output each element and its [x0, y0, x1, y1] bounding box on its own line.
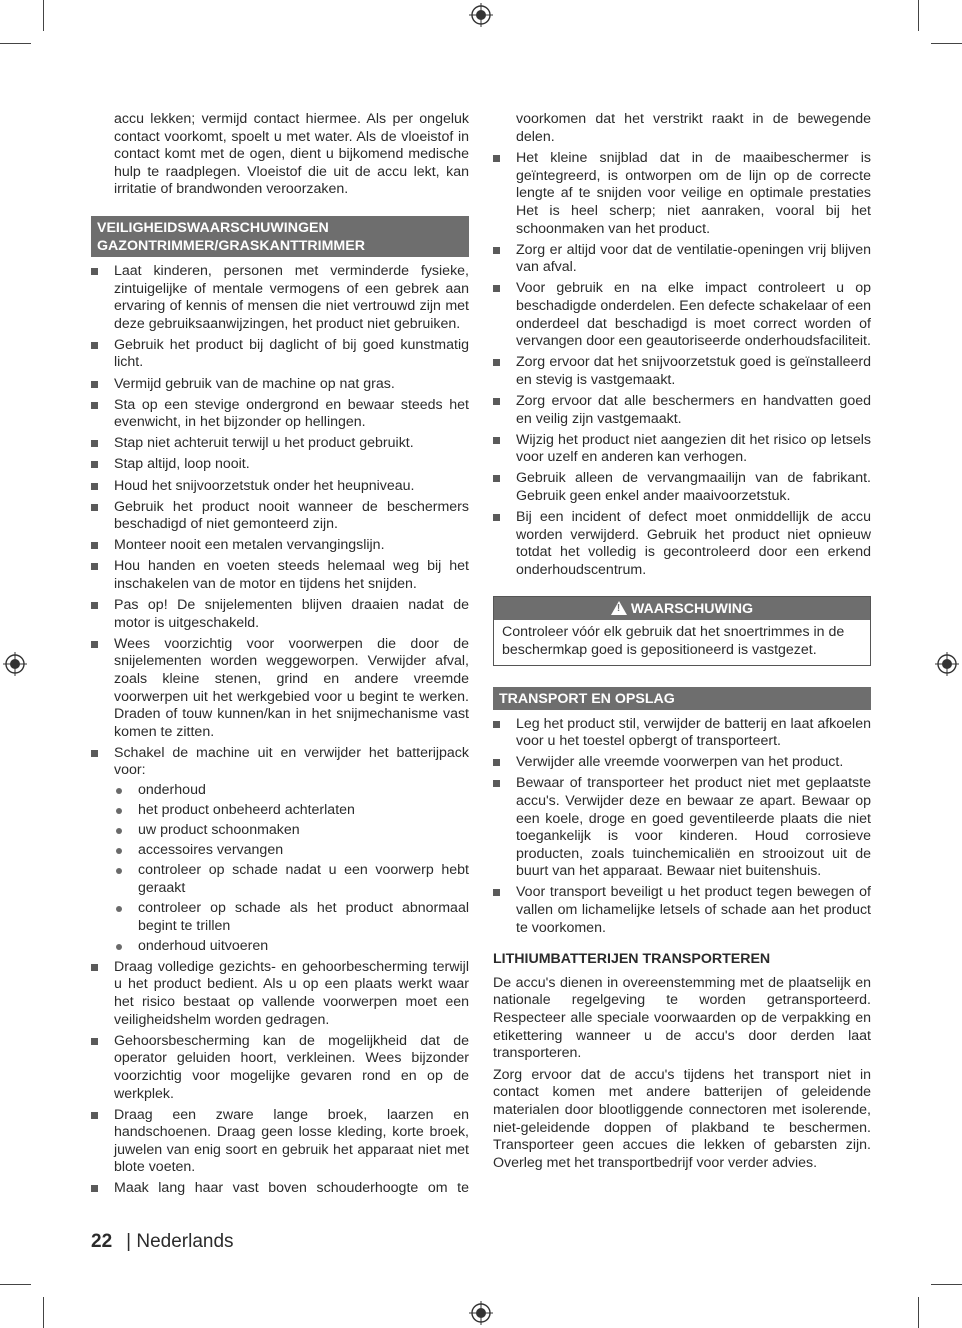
square-bullet-icon	[91, 750, 98, 757]
sub-list-item: accessoires vervangen	[114, 842, 469, 860]
square-bullet-icon	[91, 342, 98, 349]
square-bullet-icon	[91, 461, 98, 468]
registration-mark-icon	[469, 1301, 493, 1325]
square-bullet-icon	[493, 514, 500, 521]
square-bullet-icon	[493, 359, 500, 366]
warning-header	[494, 597, 870, 620]
crop-mark	[918, 0, 919, 31]
crop-mark	[0, 43, 31, 44]
list-item: Draag een zware lange broek, laarzen en handschoenen. Draag geen losse kleding, korte broek, juwelen van enig soort en gebruik het apparaat niet met blote voeten.	[91, 1107, 469, 1177]
square-bullet-icon	[493, 437, 500, 444]
section-title-safety: VEILIGHEIDSWAARSCHUWINGEN GAZONTRIMMER/GRASKANTTRIMMER	[91, 216, 469, 257]
sub-list-item: controleer op schade nadat u een voorwerp hebt geraakt	[114, 862, 469, 897]
square-bullet-icon	[91, 483, 98, 490]
square-bullet-icon	[91, 402, 98, 409]
crop-mark	[0, 1284, 31, 1285]
list-item: Stap altijd, loop nooit.	[91, 456, 469, 474]
list-item: Gebruik het product nooit wanneer de beschermers beschadigd of niet gemonteerd zijn.	[91, 499, 469, 534]
list-item: Bewaar of transporteer het product niet met geplaatste accu's. Verwijder deze en bewaar ze apart. Bewaar op een koele, droge en goed geventileerde plaats die niet toegankelijk is voor kinderen. Houd corrosieve producten, zoals tuinchemicaliën en strooizout uit de buurt van het apparaat. Bewaar niet buitenshuis.	[493, 775, 871, 881]
right-column	[493, 111, 871, 1176]
list-item: Stap niet achteruit terwijl u het product gebruikt.	[91, 435, 469, 453]
square-bullet-icon	[91, 1185, 98, 1192]
round-bullet-icon	[116, 868, 122, 874]
warning-text: Controleer vóór elk gebruik dat het snoertrimmes in de beschermkap goed is gepositioneerd is vastgezet.	[502, 624, 845, 658]
list-item: Wees voorzichtig voor voorwerpen die door de snijelementen worden weggeworpen. Verwijder afval, zoals kleine stenen, grind en andere vreemde voorwerpen uit het werkgebied voor u begint te werken. Draden of touw kunnen/kan in het snijmechanisme vast komen te zitten.	[91, 636, 469, 742]
square-bullet-icon	[91, 964, 98, 971]
list-item: Bij een incident of defect moet onmiddellijk de accu worden verwijderd. Gebruik het product niet opnieuw totdat het volledig is gecontroleerd door een erkend onderhoudscentrum.	[493, 509, 871, 579]
square-bullet-icon	[493, 398, 500, 405]
list-item: Maak lang haar vast boven schouderhoogte om te	[91, 1180, 469, 1198]
safety-list	[91, 263, 469, 1198]
list-item: Monteer nooit een metalen vervangingslijn.	[91, 537, 469, 555]
square-bullet-icon	[493, 155, 500, 162]
sub-list	[114, 782, 469, 955]
crop-mark	[43, 1297, 44, 1328]
square-bullet-icon	[493, 780, 500, 787]
transport-list	[493, 716, 871, 938]
sub-list-item: onderhoud uitvoeren	[114, 938, 469, 956]
square-bullet-icon	[91, 602, 98, 609]
registration-mark-icon	[469, 3, 493, 27]
page-number: 22	[91, 1231, 113, 1252]
crop-mark	[918, 1297, 919, 1328]
crop-mark	[931, 43, 962, 44]
list-item: Het kleine snijblad dat in de maaibeschermer is geïntegreerd, is ontworpen om de lijn op de correcte lengte af te snijden voor veilige en optimale prestaties Het is heel scherp; niet aanraken, vooral bij het schoonmaken van het product.	[493, 150, 871, 238]
list-item: Gehoorsbescherming kan de mogelijkheid dat de operator geluiden hoort, verkleinen. Wees bijzonder voorzichtig voor mogelijke gevaren rond en op de werkplek.	[91, 1033, 469, 1103]
round-bullet-icon	[116, 808, 122, 814]
square-bullet-icon	[493, 247, 500, 254]
round-bullet-icon	[116, 828, 122, 834]
list-item: Verwijder alle vreemde voorwerpen van het product.	[493, 754, 871, 772]
list-item: Houd het snijvoorzetstuk onder het heupniveau.	[91, 478, 469, 496]
sub-list-item: uw product schoonmaken	[114, 822, 469, 840]
square-bullet-icon	[91, 504, 98, 511]
square-bullet-icon	[91, 1112, 98, 1119]
list-item: Zorg er altijd voor dat de ventilatie-openingen vrij blijven van afval.	[493, 242, 871, 277]
crop-mark	[931, 1284, 962, 1285]
left-column	[91, 111, 469, 1202]
continuation-paragraph: voorkomen dat het verstrikt raakt in de bewegende delen.	[516, 111, 871, 145]
square-bullet-icon	[91, 542, 98, 549]
sub-list-item: het product onbeheerd achterlaten	[114, 802, 469, 820]
list-item: Draag volledige gezichts- en gehoorbescherming terwijl u het product bedient. Als u op een plaats werkt waar het risico bestaat op vallende voorwerpen moet een veiligheidshelm worden gedragen.	[91, 959, 469, 1029]
square-bullet-icon	[91, 1038, 98, 1045]
list-item: Hou handen en voeten steeds helemaal weg bij het inschakelen van de motor en tijdens het snijden.	[91, 558, 469, 593]
square-bullet-icon	[91, 381, 98, 388]
round-bullet-icon	[116, 848, 122, 854]
list-item: Gebruik alleen de vervangmaailijn van de fabrikant. Gebruik geen enkel ander maaivoorzetstuk.	[493, 470, 871, 505]
round-bullet-icon	[116, 906, 122, 912]
list-item: Schakel de machine uit en verwijder het batterijpack voor: onderhoud het product onbeheerd achterlaten uw product schoonmaken accessoires vervangen controleer op schade nadat u een voorwerp hebt geraakt controleer op schade als het product abnormaal begint te trillen onderhoud uitvoeren	[91, 745, 469, 956]
round-bullet-icon	[116, 788, 122, 794]
sub-list-item: controleer op schade als het product abnormaal begint te trillen	[114, 900, 469, 935]
square-bullet-icon	[493, 889, 500, 896]
list-item: Sta op een stevige ondergrond en bewaar steeds het evenwicht, in het bijzonder op hellingen.	[91, 397, 469, 432]
list-item: Leg het product stil, verwijder de batterij en laat afkoelen voor u het toestel opbergt of transporteert.	[493, 716, 871, 751]
square-bullet-icon	[493, 475, 500, 482]
list-item: Vermijd gebruik van de machine op nat gras.	[91, 376, 469, 394]
square-bullet-icon	[91, 641, 98, 648]
list-item: Pas op! De snijelementen blijven draaien nadat de motor is uitgeschakeld.	[91, 597, 469, 632]
list-item: Wijzig het product niet aangezien dit het risico op letsels voor uzelf en anderen kan verhogen.	[493, 432, 871, 467]
lithium-paragraph: Zorg ervoor dat de accu's tijdens het transport niet in contact komen met andere batterijen of geleidende materialen door blootliggende connectoren met isolerende, niet-geleidende doppen of plakband te beschermen. Transporteer geen accues die lekken of gebarsten zijn. Overleg met het transportbedrijf voor verder advies.	[493, 1066, 871, 1171]
safety-list-continued	[493, 150, 871, 579]
footer-language: | Nederlands	[126, 1231, 234, 1252]
list-item: Gebruik het product bij daglicht of bij goed kunstmatig licht.	[91, 337, 469, 372]
warning-triangle-icon: !	[611, 601, 627, 615]
square-bullet-icon	[91, 440, 98, 447]
lithium-heading: LITHIUMBATTERIJEN TRANSPORTEREN	[493, 951, 771, 968]
crop-mark	[43, 0, 44, 31]
square-bullet-icon	[493, 759, 500, 766]
round-bullet-icon	[116, 944, 122, 950]
lithium-paragraph: De accu's dienen in overeenstemming met de plaatselijk en nationale regelgeving te worden getransporteerd. Respecteer alle speciale voorwaarden op de verpakking en etikettering wanneer u de accu's door derden laat transporteren.	[493, 974, 871, 1062]
list-item: Voor gebruik en na elke impact controleert u op beschadigde onderdelen. Een defecte schakelaar of een onderdeel dat beschadigd is moet correct worden of vervangen door een geautoriseerde onderhoudsfaciliteit.	[493, 280, 871, 350]
registration-mark-icon	[3, 652, 27, 676]
list-item: Zorg ervoor dat het snijvoorzetstuk goed is geïnstalleerd en stevig is vastgemaakt.	[493, 354, 871, 389]
page-footer	[91, 1230, 234, 1254]
warning-box	[493, 596, 871, 665]
list-item: Zorg ervoor dat alle beschermers en handvatten goed en veilig zijn vastgemaakt.	[493, 393, 871, 428]
list-item: Laat kinderen, personen met verminderde fysieke, zintuigelijke of mentale vermogens of een gebrek aan ervaring of kennis of mensen die niet vertrouwd zijn met deze gebruiksaanwijzingen, het product niet gebruiken.	[91, 263, 469, 333]
square-bullet-icon	[493, 721, 500, 728]
section-title-transport: TRANSPORT EN OPSLAG	[493, 687, 871, 710]
square-bullet-icon	[493, 285, 500, 292]
list-item: Voor transport beveiligt u het product tegen bewegen of vallen om lichamelijke letsels of schade aan het product te voorkomen.	[493, 884, 871, 937]
square-bullet-icon	[91, 268, 98, 275]
warning-title: WAARSCHUWING	[630, 601, 754, 618]
square-bullet-icon	[91, 563, 98, 570]
registration-mark-icon	[935, 652, 959, 676]
intro-paragraph: accu lekken; vermijd contact hiermee. Als per ongeluk contact voorkomt, spoelt u met water. Als de vloeistof in contact komt met de ogen, dient u bijkomend medische hulp te raadplegen. Vloeistof die uit de accu lekt, kan irritatie of brandwonden veroorzaken.	[114, 111, 469, 198]
sub-list-item: onderhoud	[114, 782, 469, 800]
